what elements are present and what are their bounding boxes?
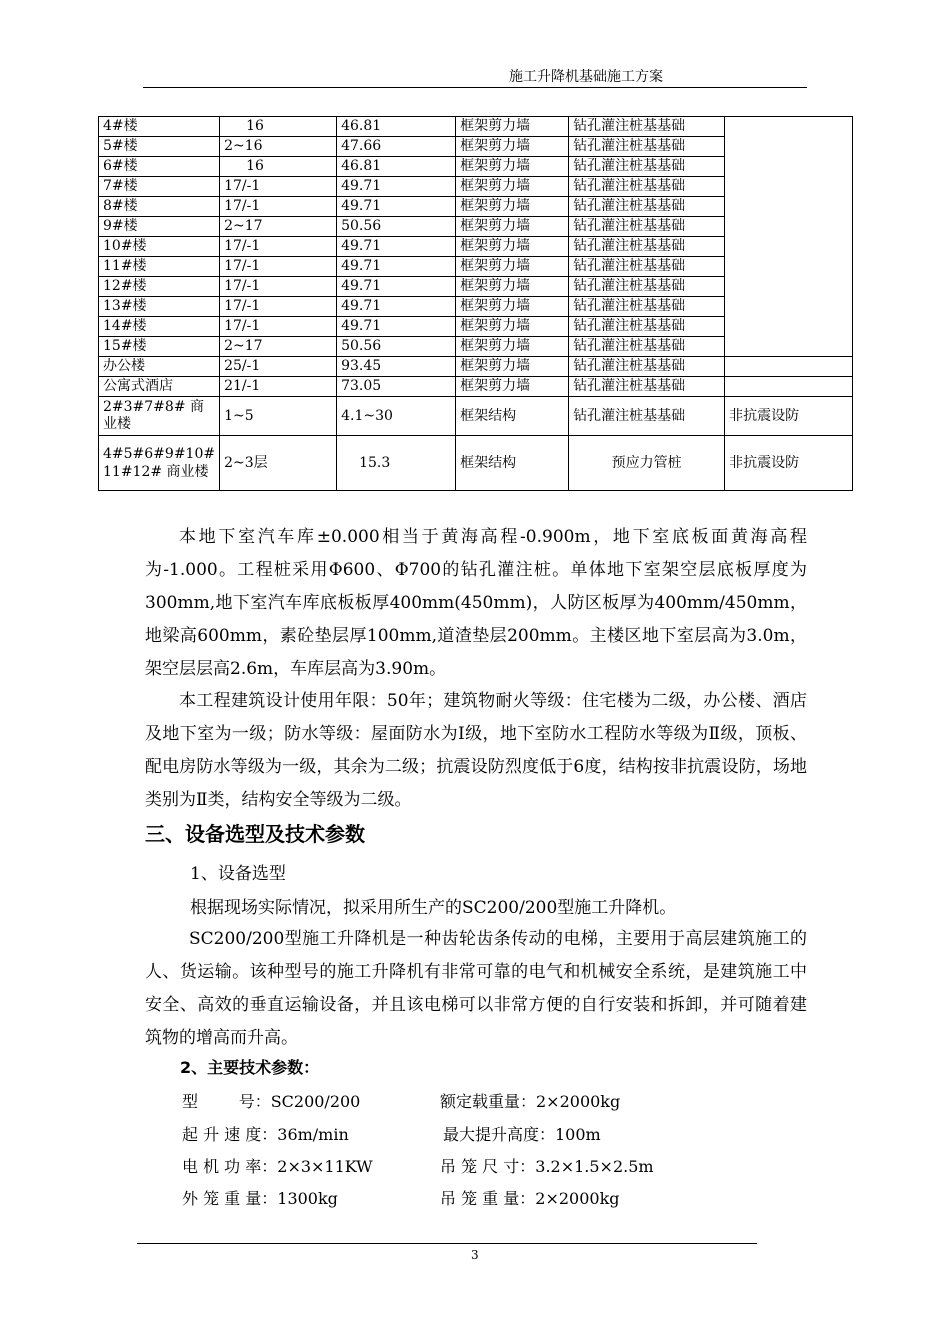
- cell-building: 13#楼: [99, 297, 220, 317]
- cell-foundation: 钻孔灌注桩基基础: [569, 137, 725, 157]
- paragraph-design-grade: 本工程建筑设计使用年限：50年；建筑物耐火等级：住宅楼为二级，办公楼、酒店及地下室为一级；防水等级：屋面防水为Ⅰ级，地下室防水工程防水等级为Ⅱ级，顶板、配电房防水等级为一级，其余为二级；抗震设防烈度低于6度，结构按非抗震设防，场地类别为Ⅱ类，结构安全等级为二级。: [145, 691, 807, 810]
- cell-floors: 2~16: [220, 137, 337, 157]
- cell-height: 49.71: [337, 237, 456, 257]
- cell-building: 14#楼: [99, 317, 220, 337]
- cell-height: 93.45: [337, 357, 456, 377]
- cell-structure: 框架剪力墙: [456, 177, 569, 197]
- cell-building: 6#楼: [99, 157, 220, 177]
- cell-foundation: 钻孔灌注桩基基础: [569, 177, 725, 197]
- param-cage-weight: 吊 笼 重 量：2×2000kg: [440, 1189, 620, 1208]
- cell-floors: 2~17: [220, 337, 337, 357]
- param-max-height: 最大提升高度：100m: [443, 1125, 601, 1144]
- cell-structure: 框架剪力墙: [456, 257, 569, 277]
- paragraph-selection: 根据现场实际情况，拟采用所生产的SC200/200型施工升降机。: [190, 898, 677, 918]
- cell-building: 4#楼: [99, 117, 220, 137]
- cell-height: 46.81: [337, 117, 456, 137]
- cell-foundation: 钻孔灌注桩基基础: [569, 317, 725, 337]
- cell-building: 9#楼: [99, 217, 220, 237]
- cell-floors: 16: [220, 157, 337, 177]
- cell-building: 7#楼: [99, 177, 220, 197]
- building-table-body: [99, 117, 853, 491]
- cell-building: 11#楼: [99, 257, 220, 277]
- cell-floors: 17/-1: [220, 177, 337, 197]
- table-row-commercial-a: [99, 397, 853, 436]
- param-motor-power: 电 机 功 率：2×3×11KW: [182, 1157, 373, 1176]
- cell-floors: 17/-1: [220, 297, 337, 317]
- table-row: [99, 377, 853, 397]
- cell-height: 50.56: [337, 217, 456, 237]
- cell-floors: 21/-1: [220, 377, 337, 397]
- cell-foundation: 钻孔灌注桩基基础: [569, 157, 725, 177]
- cell-floors: 16: [220, 117, 337, 137]
- cell-floors: 17/-1: [220, 237, 337, 257]
- cell-height: 47.66: [337, 137, 456, 157]
- cell-height: 73.05: [337, 377, 456, 397]
- cell-structure: 框架剪力墙: [456, 137, 569, 157]
- cell-floors: 17/-1: [220, 317, 337, 337]
- param-rated-load: 额定载重量：2×2000kg: [440, 1092, 621, 1111]
- cell-foundation: 钻孔灌注桩基基础: [569, 337, 725, 357]
- header-divider: [143, 87, 807, 88]
- cell-structure: 框架剪力墙: [456, 157, 569, 177]
- cell-building: 8#楼: [99, 197, 220, 217]
- table-row-commercial-b: [99, 436, 853, 491]
- cell-structure: 框架剪力墙: [456, 197, 569, 217]
- cell-building: 12#楼: [99, 277, 220, 297]
- cell-structure: 框架剪力墙: [456, 337, 569, 357]
- cell-foundation: 钻孔灌注桩基基础: [569, 237, 725, 257]
- cell-seismic: 非抗震设防: [725, 436, 853, 491]
- header-title: 施工升降机基础施工方案: [509, 69, 663, 85]
- cell-building: 公寓式酒店: [99, 377, 220, 397]
- param-lift-speed: 起 升 速 度：36m/min: [182, 1125, 349, 1144]
- table-row: [99, 117, 853, 137]
- cell-foundation: 钻孔灌注桩基基础: [569, 117, 725, 137]
- cell-height: 50.56: [337, 337, 456, 357]
- cell-building: 办公楼: [99, 357, 220, 377]
- cell-height: 49.71: [337, 257, 456, 277]
- cell-foundation: 预应力管桩: [569, 436, 725, 491]
- param-cage-size: 吊 笼 尺 寸：3.2×1.5×2.5m: [440, 1157, 654, 1176]
- cell-foundation: 钻孔灌注桩基基础: [569, 217, 725, 237]
- cell-height: 15.3: [337, 436, 456, 491]
- cell-floors: 1~5: [220, 397, 337, 436]
- cell-floors: 2~17: [220, 217, 337, 237]
- cell-foundation: 钻孔灌注桩基基础: [569, 277, 725, 297]
- footer-divider: [137, 1243, 757, 1244]
- param-model: 型 号：SC200/200: [182, 1092, 361, 1111]
- cell-building: 15#楼: [99, 337, 220, 357]
- cell-floors: 17/-1: [220, 277, 337, 297]
- cell-seismic: [725, 357, 853, 377]
- cell-foundation: 钻孔灌注桩基基础: [569, 257, 725, 277]
- cell-structure: 框架剪力墙: [456, 217, 569, 237]
- cell-structure: 框架结构: [456, 436, 569, 491]
- cell-floors: 25/-1: [220, 357, 337, 377]
- cell-building: 10#楼: [99, 237, 220, 257]
- cell-structure: 框架剪力墙: [456, 317, 569, 337]
- cell-floors: 17/-1: [220, 257, 337, 277]
- cell-height: 49.71: [337, 197, 456, 217]
- cell-structure: 框架剪力墙: [456, 377, 569, 397]
- section-heading: 三、设备选型及技术参数: [145, 822, 365, 846]
- subheading-equipment-selection: 1、设备选型: [190, 864, 286, 884]
- param-outer-cage-weight: 外 笼 重 量：1300kg: [182, 1189, 338, 1208]
- paragraph-description: SC200/200型施工升降机是一种齿轮齿条传动的电梯，主要用于高层建筑施工的人、货运输。该种型号的施工升降机有非常可靠的电气和机械安全系统，是建筑施工中安全、高效的垂直运输设备，并且该电梯可以非常方便的自行安装和拆卸，并可随着建筑物的增高而升高。: [145, 929, 807, 1048]
- cell-structure: 框架剪力墙: [456, 357, 569, 377]
- cell-structure: 框架剪力墙: [456, 277, 569, 297]
- cell-structure: 框架剪力墙: [456, 117, 569, 137]
- cell-height: 49.71: [337, 177, 456, 197]
- cell-seismic-merged: [725, 117, 853, 357]
- cell-height: 4.1~30: [337, 397, 456, 436]
- cell-height: 49.71: [337, 317, 456, 337]
- cell-floors: 2~3层: [220, 436, 337, 491]
- cell-floors: 17/-1: [220, 197, 337, 217]
- cell-foundation: 钻孔灌注桩基基础: [569, 197, 725, 217]
- cell-structure: 框架剪力墙: [456, 237, 569, 257]
- cell-building: 4#5#6#9#10# 11#12# 商业楼: [99, 436, 220, 491]
- building-table: [98, 116, 853, 491]
- page-number: 3: [471, 1248, 479, 1262]
- cell-foundation: 钻孔灌注桩基基础: [569, 297, 725, 317]
- cell-height: 49.71: [337, 297, 456, 317]
- cell-foundation: 钻孔灌注桩基基础: [569, 397, 725, 436]
- cell-seismic: [725, 377, 853, 397]
- cell-building: 2#3#7#8# 商业楼: [99, 397, 220, 436]
- cell-building: 5#楼: [99, 137, 220, 157]
- table-row: [99, 357, 853, 377]
- cell-height: 49.71: [337, 277, 456, 297]
- cell-foundation: 钻孔灌注桩基基础: [569, 377, 725, 397]
- cell-height: 46.81: [337, 157, 456, 177]
- cell-seismic: 非抗震设防: [725, 397, 853, 436]
- cell-foundation: 钻孔灌注桩基基础: [569, 357, 725, 377]
- subheading-tech-params: 2、主要技术参数：: [180, 1058, 320, 1077]
- paragraph-basement: 本地下室汽车库±0.000相当于黄海高程-0.900m，地下室底板面黄海高程为-1.000。工程桩采用Φ600、Φ700的钻孔灌注桩。单体地下室架空层底板厚度为300mm,地下室汽车库底板板厚400mm(450mm)，人防区板厚为400mm/450mm，地梁高600mm，素砼垫层厚100mm,道渣垫层200mm。主楼区地下室层高为3.0m，架空层层高2.6m，车库层高为3.90m。: [145, 527, 807, 679]
- cell-structure: 框架结构: [456, 397, 569, 436]
- cell-structure: 框架剪力墙: [456, 297, 569, 317]
